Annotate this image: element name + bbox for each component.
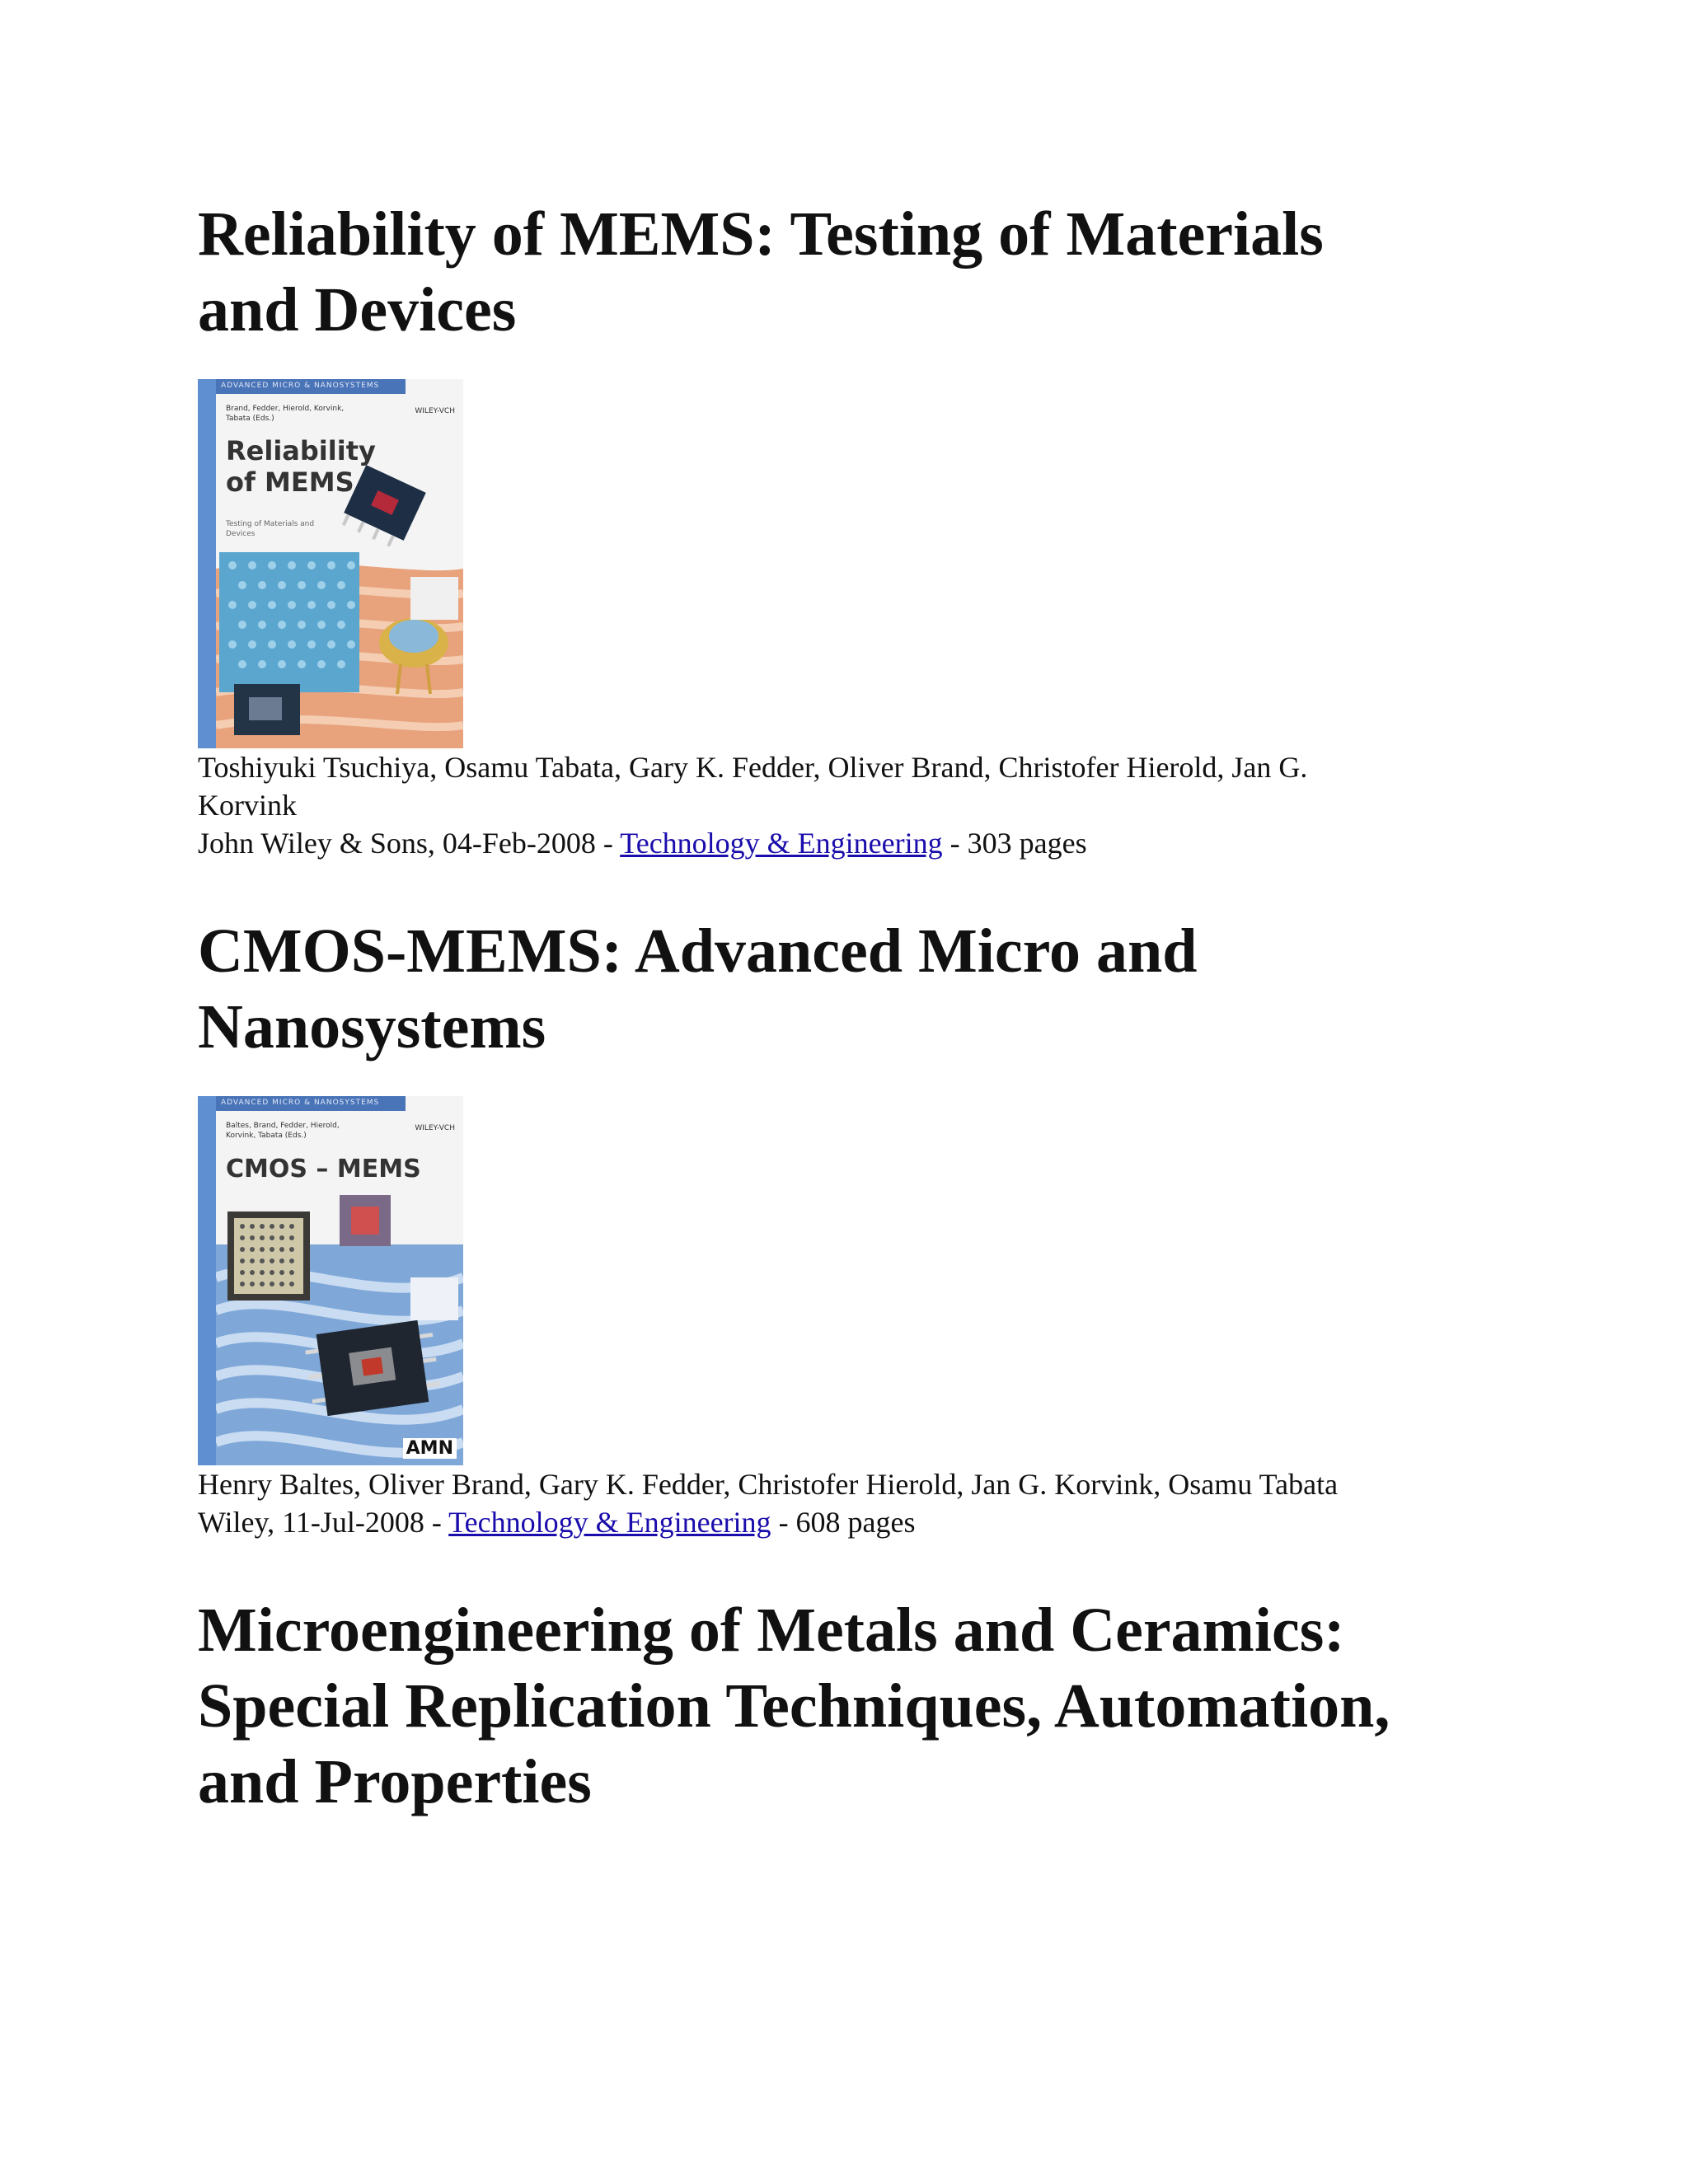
authors-line: Korvink [198,789,297,822]
category-link[interactable]: Technology & Engineering [620,827,943,860]
cover-title-line: Reliability [226,435,376,466]
book-entry-cmos-mems [198,913,1484,1541]
cover-series-band [216,379,406,394]
cover-title [226,1154,424,1185]
cover-subtitle: Testing of Materials and Devices [226,520,315,538]
book-entry-reliability-of-mems [198,196,1484,862]
book-title-line: Special Replication Techniques, Automation, [198,1671,1390,1741]
book-cover-image[interactable] [198,1096,463,1465]
book-title-line: and Devices [198,275,517,344]
publisher-date: Wiley, 11-Jul-2008 - [198,1506,449,1539]
book-authors [198,1465,1484,1503]
cover-publisher-logo: WILEY-VCH [415,1124,455,1132]
cover-title [226,435,391,498]
cover-publisher-logo: WILEY-VCH [415,407,455,415]
authors-line: Henry Baltes, Oliver Brand, Gary K. Fedder, Christofer Hierold, Jan G. Korvink, Osamu Tabata [198,1468,1339,1501]
book-title-line: Nanosystems [198,992,546,1062]
book-cover-image[interactable] [198,379,463,748]
book-title[interactable] [198,196,1484,348]
page-count: - 303 pages [942,827,1087,860]
book-authors [198,748,1484,824]
cover-series-band [216,1096,406,1111]
page-count: - 608 pages [771,1506,916,1539]
series-badge: AMN [403,1438,457,1459]
book-publication-info [198,824,1484,862]
book-title-line: and Properties [198,1747,592,1816]
book-publication-info [198,1503,1484,1541]
category-link[interactable]: Technology & Engineering [448,1506,771,1539]
cover-illustration [216,1096,463,1465]
book-title-line: Microengineering of Metals and Ceramics: [198,1596,1345,1665]
cover-series-text: ADVANCED MICRO & NANOSYSTEMS [221,382,380,390]
book-title[interactable] [198,913,1484,1065]
publisher-date: John Wiley & Sons, 04-Feb-2008 - [198,827,621,860]
book-title[interactable] [198,1592,1484,1820]
book-title-line: CMOS-MEMS: Advanced Micro and [198,916,1198,986]
book-entry-microengineering [198,1592,1484,1820]
book-title-line: Reliability of MEMS: Testing of Materials [198,199,1324,269]
cover-title-line: CMOS – MEMS [226,1155,421,1183]
cover-authors: Brand, Fedder, Hierold, Korvink, Tabata (Eds.) [226,405,345,423]
authors-line: Toshiyuki Tsuchiya, Osamu Tabata, Gary K. Fedder, Oliver Brand, Christofer Hierold, Jan G. [198,751,1308,784]
cover-authors: Baltes, Brand, Fedder, Hierold, Korvink, Tabata (Eds.) [226,1122,340,1140]
cover-series-text: ADVANCED MICRO & NANOSYSTEMS [221,1099,380,1107]
cover-title-line: of MEMS [226,466,354,498]
